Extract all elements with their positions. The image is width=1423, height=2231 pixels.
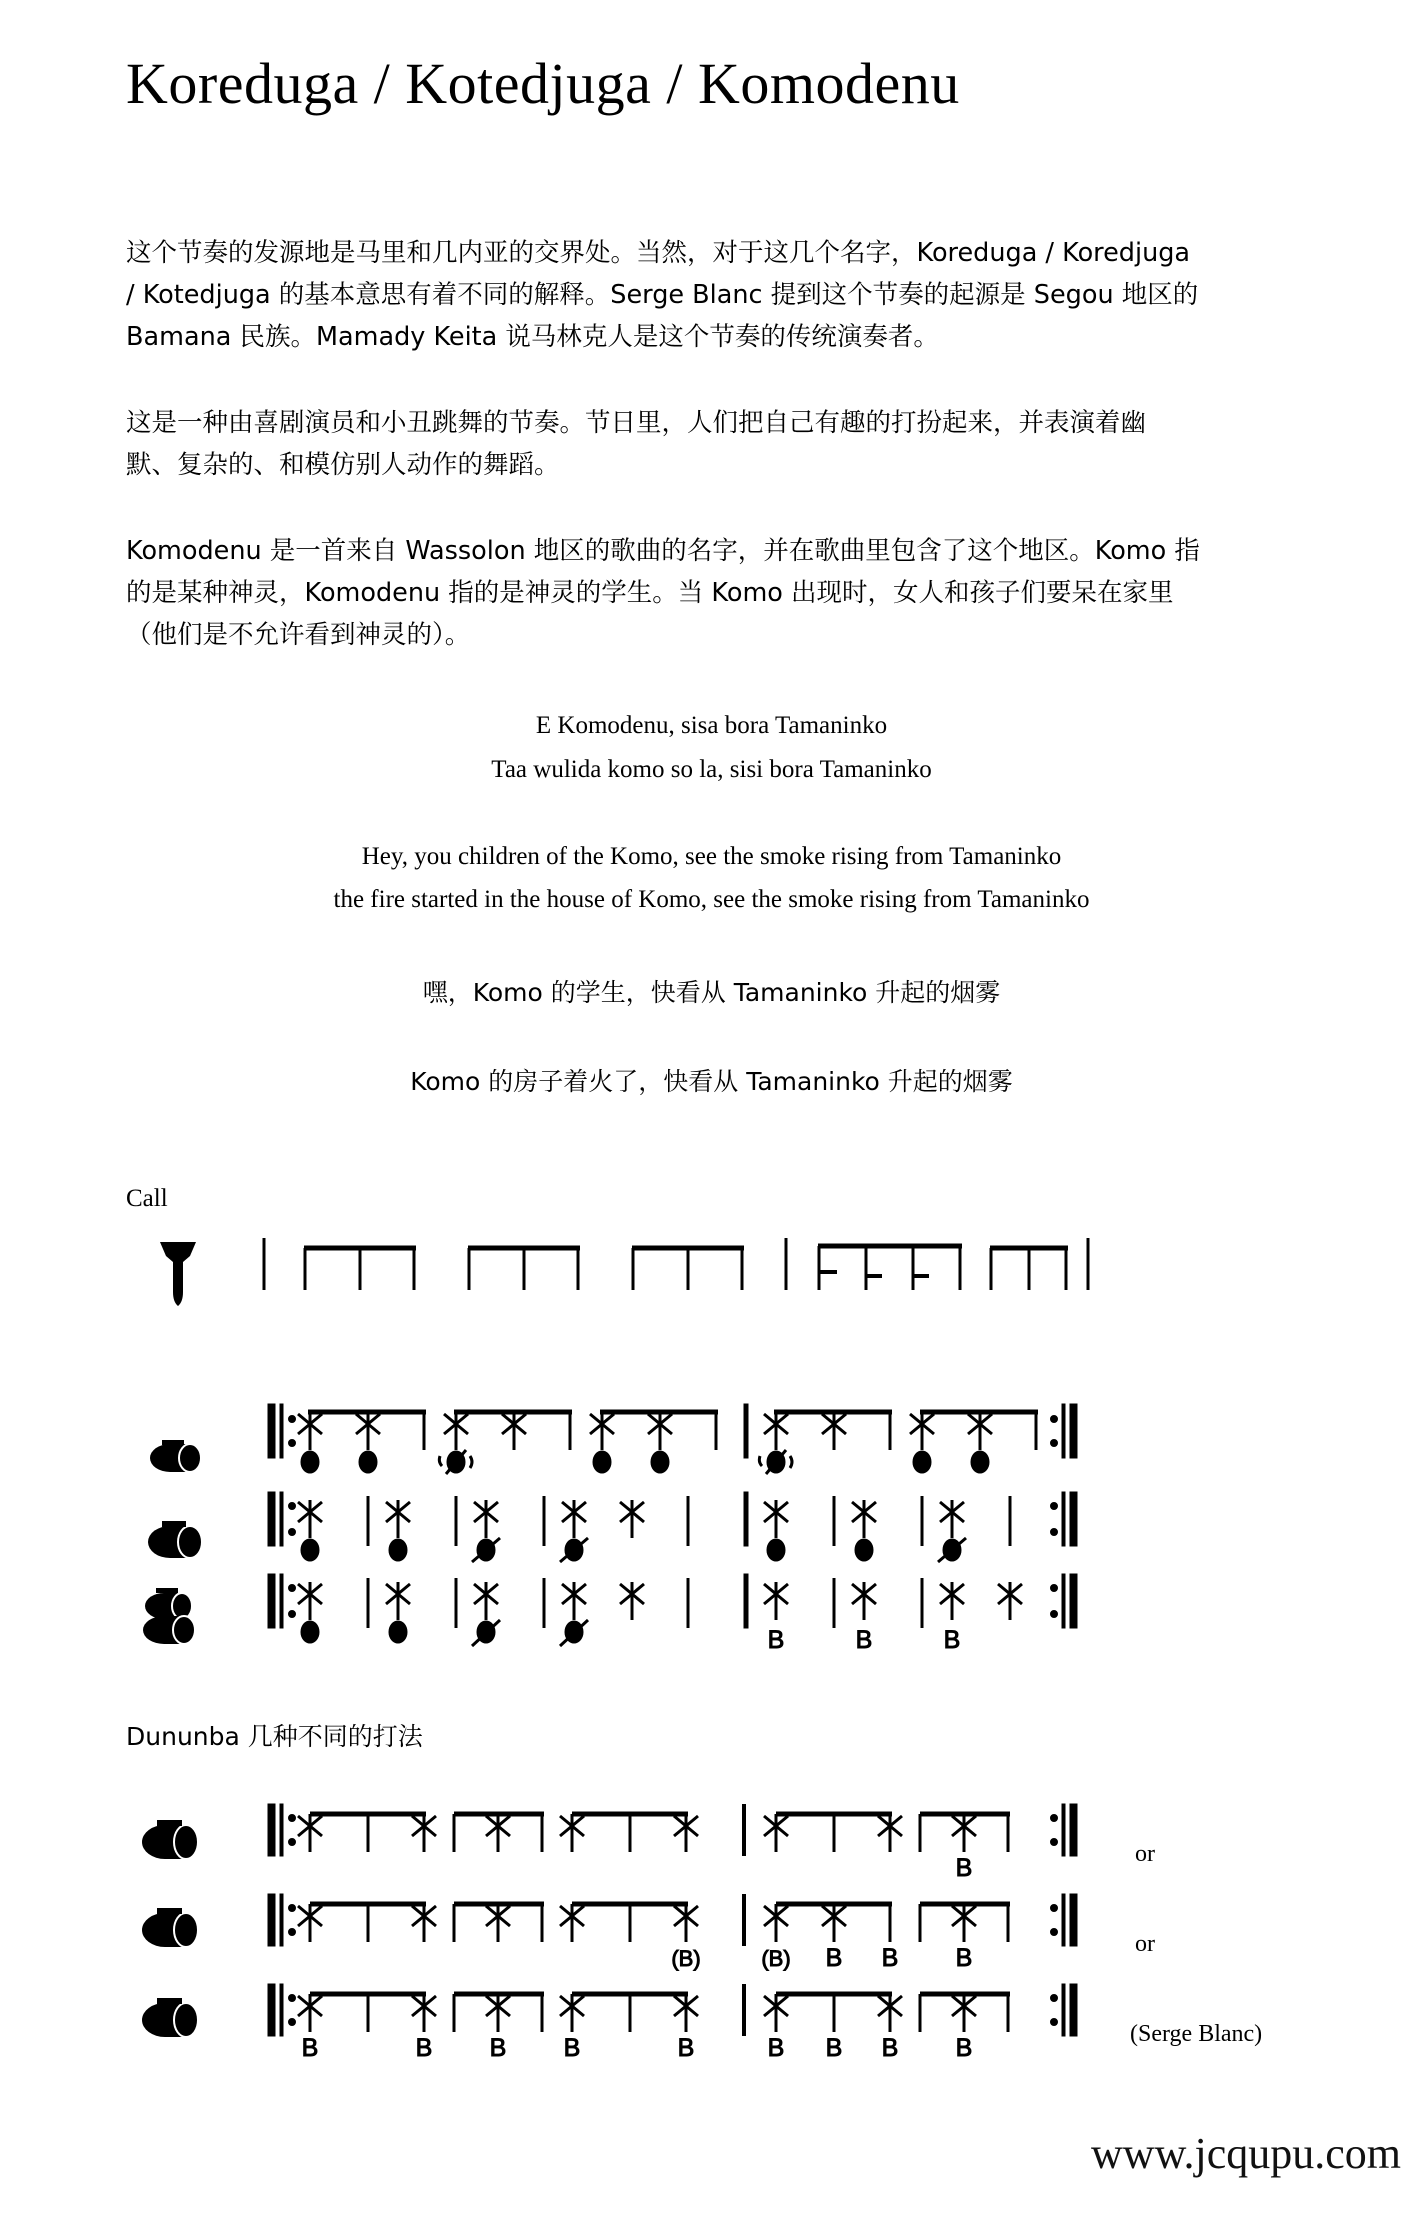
lyric-chinese-line-1: 嘿，Komo 的学生，快看从 Tamaninko 升起的烟雾: [422, 978, 1001, 1007]
dununba-variant-3: [268, 1980, 1078, 2064]
dununba-section-label: Dununba 几种不同的打法: [126, 1722, 423, 1751]
djembe-icon: [150, 1240, 206, 1308]
dununba-drum-icon: [140, 1586, 212, 1646]
kenkeni-drum-icon: [148, 1428, 210, 1474]
dance-line-1: 这是一种由喜剧演员和小丑跳舞的节奏。节日里，人们把自己有趣的打扮起来，并表演着幽: [126, 408, 1147, 438]
lyric-bambara-line-2: Taa wulida komo so la, sisi bora Tamaninko: [491, 756, 932, 783]
bell-mark: B: [855, 1626, 873, 1654]
bell-mark: B: [767, 1626, 785, 1654]
bell-mark: B: [955, 2034, 973, 2062]
lyric-bambara-line-1: E Komodenu, sisa bora Tamaninko: [535, 712, 888, 739]
origin-paragraph: [126, 232, 1301, 358]
bell-mark: B: [881, 2034, 899, 2062]
bell-mark: B: [563, 2034, 581, 2062]
dance-line-2: 默、复杂的、和模仿别人动作的舞蹈。: [126, 450, 560, 480]
dununba-drum-icon: [140, 1903, 210, 1953]
dununba-stave: [268, 1572, 1078, 1662]
kenkeni-stave: [268, 1400, 1078, 1490]
dununba-variant-1: [268, 1800, 1078, 1884]
ghost-bell-mark: (B): [761, 1946, 791, 1971]
dance-paragraph: [126, 402, 1301, 486]
bell-mark: B: [881, 1944, 899, 1972]
bell-mark: B: [489, 2034, 507, 2062]
bell-mark: B: [943, 1626, 961, 1654]
bell-mark: B: [415, 2034, 433, 2062]
page-title: Koreduga / Kotedjuga / Komodenu: [126, 51, 960, 116]
origin-line-2: / Kotedjuga 的基本意思有着不同的解释。Serge Blanc 提到这个节奏的起源是 Segou 地区的: [126, 280, 1199, 310]
or-label-1: or: [1135, 1841, 1155, 1867]
bell-mark: B: [825, 1944, 843, 1972]
komodenu-line-3: （他们是不允许看到神灵的）。: [126, 620, 471, 650]
lyric-english-line-2: the fire started in the house of Komo, see the smoke rising from Tamaninko: [333, 886, 1090, 913]
komodenu-line-1: Komodenu 是一首来自 Wassolon 地区的歌曲的名字，并在歌曲里包含了这个地区。Komo 指: [126, 536, 1200, 566]
watermark-url: www.jcqupu.com: [1091, 2129, 1401, 2178]
bell-mark: B: [767, 2034, 785, 2062]
bell-mark: B: [301, 2034, 319, 2062]
or-label-2: or: [1135, 1931, 1155, 1957]
origin-line-1: 这个节奏的发源地是马里和几内亚的交界处。当然，对于这几个名字，Koreduga / Koredjuga: [126, 238, 1191, 268]
sangban-drum-icon: [146, 1512, 212, 1560]
call-djembe-stave: [262, 1232, 1092, 1302]
ghost-bell-mark: (B): [671, 1946, 701, 1971]
sangban-stave: [268, 1490, 1078, 1574]
bell-mark: B: [955, 1944, 973, 1972]
call-label: Call: [126, 1185, 168, 1212]
komodenu-line-2: 的是某种神灵，Komodenu 指的是神灵的学生。当 Komo 出现时，女人和孩子们要呆在家里: [126, 578, 1174, 608]
attribution-label: (Serge Blanc): [1130, 2021, 1263, 2047]
bell-mark: B: [825, 2034, 843, 2062]
bell-mark: B: [955, 1854, 973, 1882]
dununba-drum-icon: [140, 1993, 210, 2043]
dununba-variant-2: [268, 1890, 1078, 1974]
komodenu-paragraph: [126, 530, 1301, 656]
origin-line-3: Bamana 民族。Mamady Keita 说马林克人是这个节奏的传统演奏者。: [126, 322, 939, 352]
lyric-english-line-1: Hey, you children of the Komo, see the smoke rising from Tamaninko: [361, 843, 1062, 870]
bell-mark: B: [677, 2034, 695, 2062]
dununba-drum-icon: [140, 1815, 210, 1865]
lyric-chinese-line-2: Komo 的房子着火了，快看从 Tamaninko 升起的烟雾: [410, 1067, 1013, 1096]
